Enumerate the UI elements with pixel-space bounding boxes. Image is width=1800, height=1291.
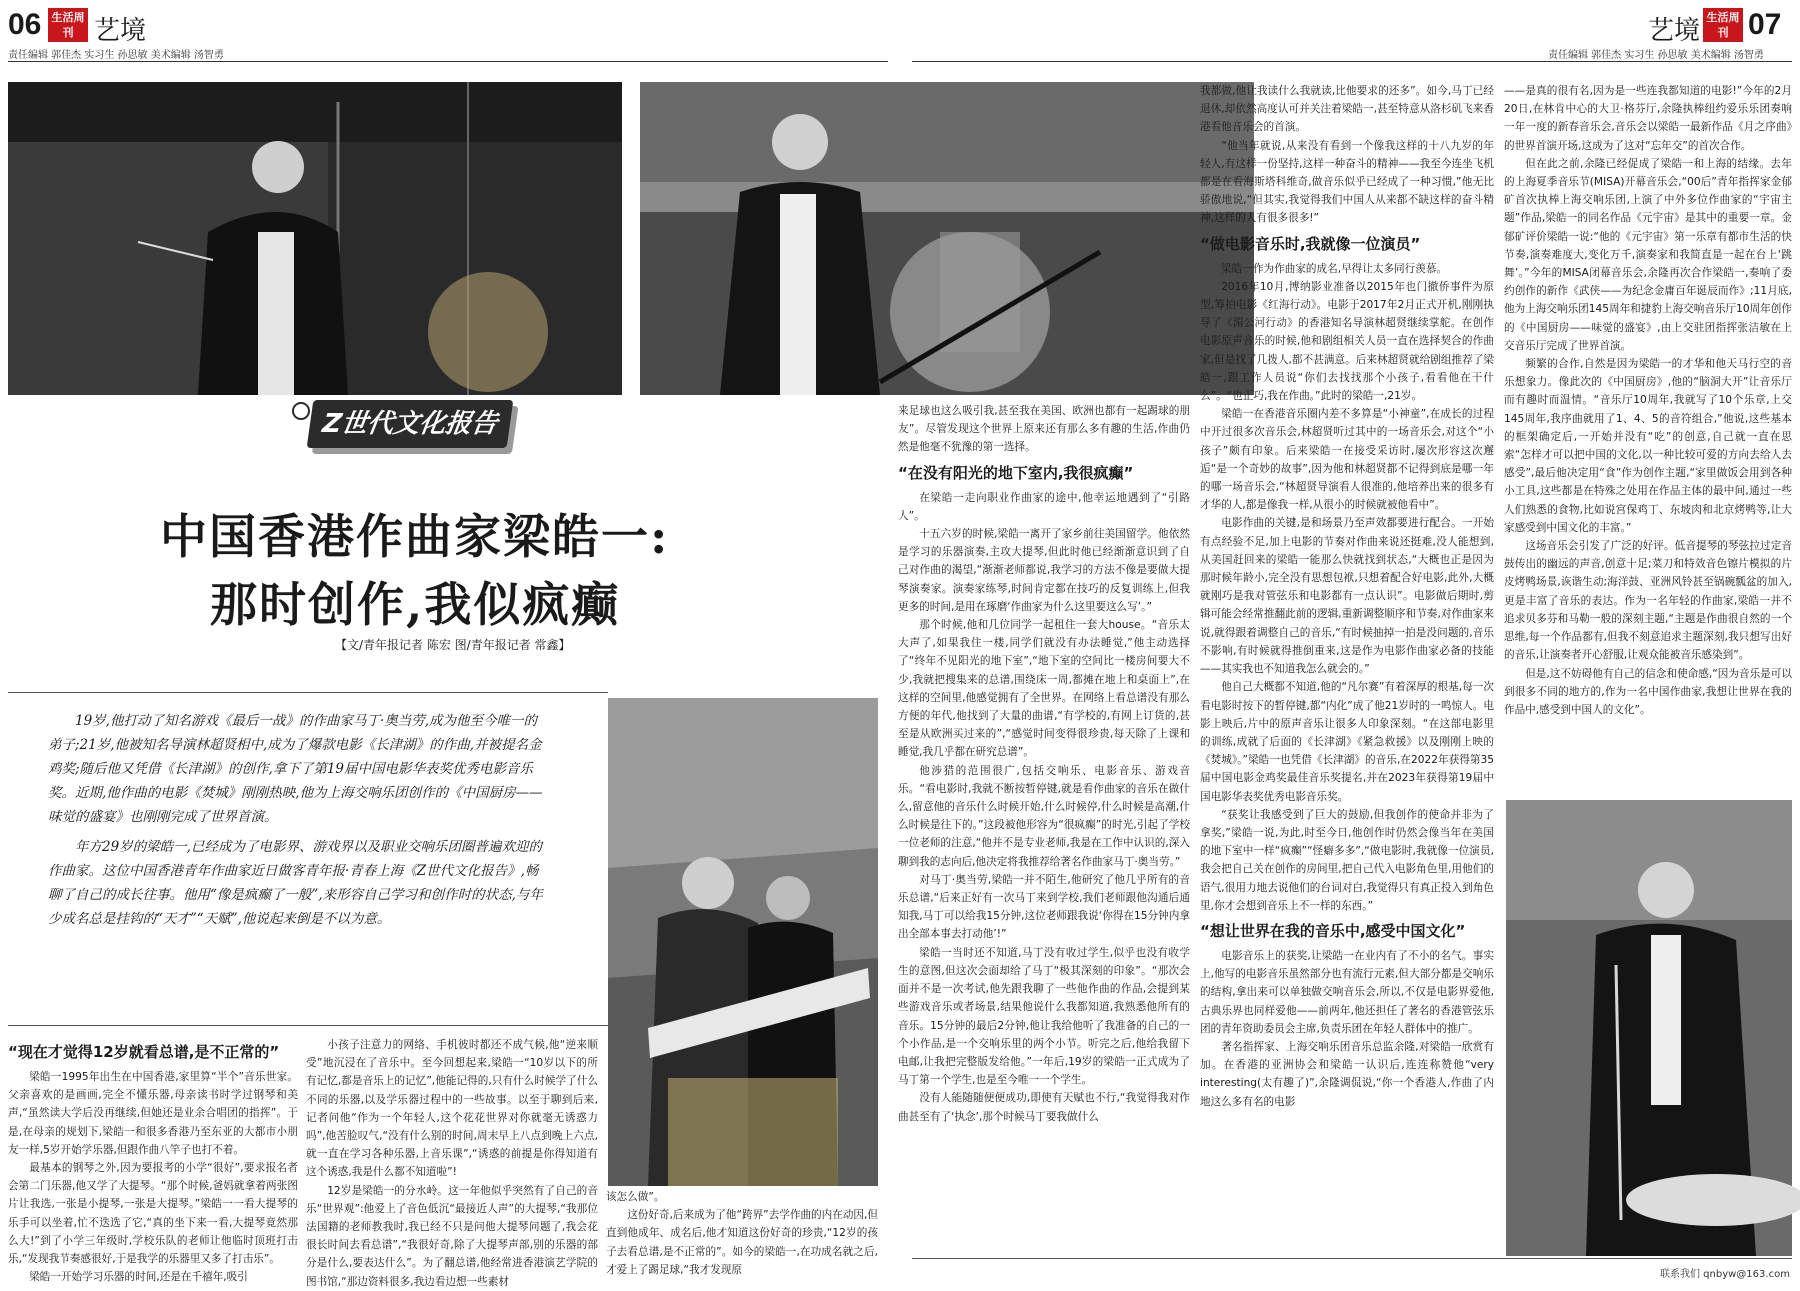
intro-paragraph: 19岁,他打动了知名游戏《最后一战》的作曲家马丁·奥当劳,成为他至今唯一的弟子;21岁,他被知名导演林超贤相中,成为了爆款电影《长津湖》的作曲,并被提名金鸡奖;随后他又凭借《长津湖》的创作,拿下了第19届中国电影华表奖优秀电影音乐奖。近期,他作曲的电影《焚城》刚刚热映,他为上海交响乐团创作的《中国厨房——味觉的盛宴》也刚刚完成了世界首演。 — [48, 713, 543, 825]
paragraph: 2016年10月,博纳影业准备以2015年也门撤侨事件为原型,筹拍电影《红海行动》。电影于2017年2月正式开机,刚刚执导了《湄公河行动》的香港知名导演林超贤继续掌舵。在创作电影原声音乐的时候,他和剧组相关人员一直在选择契合的作曲家,但是找了几拨人,都不甚满意。后来林超贤就给剧组推荐了梁皓一,跟工作人员说“你们去找找那个小孩子,看看他在干什么”。“也正巧,我在作曲。”此时的梁皓一,21岁。 — [1200, 280, 1494, 403]
photo-percussion-instrument — [640, 82, 1254, 395]
paragraph: 那个时候,他和几位同学一起租住一套大house。“音乐太大声了,如果我住一楼,同学们就没有办法睡觉,”他主动选择了“终年不见阳光的地下室”,“地下室的空间比一楼房间要大不少,我就把搜集来的总谱,围绕床一周,都摊在地上和桌面上”,在这样的空间里,他感觉拥有了全世界。在网络上看总谱没有那么方便的年代,他找到了大量的曲谱,“有学校的,有网上订货的,甚至是从欧洲买过来的”,“感觉时间变得很珍贵,每天除了上课和睡觉,我几乎都在研究总谱”。 — [898, 619, 1190, 759]
paragraph: 小孩子注意力的网络、手机彼时都还不成气候,他“逆来顺受”地沉浸在了音乐中。至今回想起来,梁皓一“10岁以下的所有记忆,都是音乐上的记忆”,他能记得的,只有什么时候学了什么不同的乐器,以及学乐器过程中的一些故事。以至于聊到后来,记者问他“作为一个年轻人,这个花花世界对你就毫无诱惑力吗”,他苦脸叹气,“没有什么别的时间,周末早上八点到晚上六点,就一直在学习各种乐器,上音乐课”,“诱惑的前提是你得知道有这个诱惑,我是什么都不知道啦”! — [306, 1039, 598, 1179]
paragraph: 梁皓一开始学习乐器的时间,还是在千禧年,吸引 — [29, 1271, 248, 1284]
subheading-1: “现在才觉得12岁就看总谱,是不正常的” — [8, 1043, 280, 1061]
paragraph: 十五六岁的时候,梁皓一离开了家乡前往美国留学。他依然是学习的乐器演奏,主攻大提琴,但此时他已经渐渐意识到了自己对作曲的渴望,“渐渐老师都说,我学习的方法不像是要做大提琴演奏家。演奏家练琴,时间肯定都在技巧的反复训练上,但我更多的时间,是用在琢磨‘作曲家为什么这里要这么写’。” — [898, 528, 1190, 613]
editor-credit-left: 责任编辑 郭佳杰 实习生 孙思敏 美术编辑 汤智勇 — [8, 50, 224, 61]
byline: 【文/青年报记者 陈宏 图/青年报记者 常鑫】 — [335, 638, 571, 652]
paragraph: 对马丁·奥当劳,梁皓一并不陌生,他研究了他几乎所有的音乐总谱,“后来正好有一次马丁来到学校,我们老师跟他沟通后通知我,马丁可以给我15分钟,这位老师跟我说‘你得在15分钟内拿出全部本事去打动他’!” — [898, 873, 1190, 941]
subheading-3: “做电影音乐时,我就像一位演员” — [1200, 234, 1421, 253]
headline-line-1: 中国香港作曲家梁皓一: — [160, 510, 670, 565]
paragraph: 电影音乐上的获奖,让梁皓一在业内有了不小的名气。事实上,他写的电影音乐虽然部分也有流行元素,但大部分都是交响乐的结构,拿出来可以单独做交响音乐会,所以,不仅是电影界爱他,古典乐界也同样爱他——前两年,他还担任了著名的香港管弦乐团的青年资助委员会主席,负责乐团在年轻人群体中的推广。 — [1200, 949, 1494, 1035]
paragraph: 电影作曲的关键,是和场景乃至声效都要进行配合。一开始有点经验不足,加上电影的节奏对作曲来说还挺难,没人能想到,从美国赶回来的梁皓一能那么快就找到状态,“大概也正是因为那时候年龄小,完全没有思想包袱,只想着配合好电影,此外,大概就刚巧是我对管弦乐和电影都有一点认识”。电影做后期时,剪辑可能会经常推翻此前的逻辑,重新调整顺序和节奏,对作曲家来说,就得跟着调整自己的音乐,“有时候抽掉一拍是没问题的,音乐不影响,有时候就得推倒重来,这是作为电影作曲家必备的技能——其实我也不知道我怎么就会的。” — [1200, 517, 1494, 676]
header-rule-right — [912, 61, 1792, 62]
section-title-left: 艺境 — [94, 16, 147, 46]
article-column-4 — [898, 402, 1190, 1256]
header-rule-left — [8, 61, 888, 62]
paragraph: 梁皓一1995年出生在中国香港,家里算“半个”音乐世家。父亲喜欢的是画画,完全不懂乐器,母亲读书时学过钢琴和美声,“虽然读大学后没再继续,但她还是业余合唱团的指挥”。于是,在母亲的规划下,梁皓一和很多香港乃至东亚的大都市小朋友一样,5岁开始学乐器,但跟作曲八竿子也打不着。 — [8, 1071, 298, 1156]
article-column-3 — [606, 1188, 878, 1276]
photo-bowed-cymbal — [1506, 800, 1792, 1256]
page-number-right: 07 — [1748, 8, 1782, 41]
paragraph: 著名指挥家、上海交响乐团音乐总监余隆,对梁皓一欣赏有加。在香港的亚洲协会和梁皓一认识后,连连称赞他“very interesting(太有趣了)”,余隆调侃说,“你一个香港人,作曲了内地这么多有名的电影 — [1200, 1040, 1494, 1108]
paragraph: 但在此之前,余隆已经促成了梁皓一和上海的结缘。去年的上海夏季音乐节(MISA)开幕音乐会,“00后”青年指挥家金郁矿首次执棒上海交响乐团,上演了中外多位作曲家的“宇宙主题”作品,梁皓一的同名作品《元宇宙》是其中的重要一章。金郁矿评价梁皓一说:“他的《元宇宙》第一乐章有都市生活的快节奏,演奏难度大,变化万千,演奏家和我简直是一起在台上‘跳舞’。”今年的MISA闭幕音乐会,余隆再次合作梁皓一,奏响了委约创作的新作《武侠——为纪念金庸百年诞辰而作》;11月底,他为上海交响乐团145周年和捷豹上海交响音乐厅10周年创作的《中国厨房——味觉的盛宴》,由上交驻团指挥张洁敏在上交音乐厅完成了世界首演。 — [1504, 157, 1792, 352]
headline-line-2: 那时创作,我似疯癫 — [210, 578, 621, 633]
paragraph: 该怎么做”。 — [606, 1191, 665, 1203]
article-column-5 — [1200, 82, 1494, 1256]
paragraph: 他涉猎的范围很广,包括交响乐、电影音乐、游戏音乐。“看电影时,我就不断按暂停键,就是看作曲家的音乐在做什么,留意他的音乐什么时候开始,什么时候停,什么时候是高潮,什么时候是往下的。”这段被他形容为“很疯癫”的时光,引起了学校一位老师的注意,“他并不是专业老师,我是在工作中认识的,深入聊到我的志向后,他决定将我推荐给著名作曲家马丁·奥当劳。” — [898, 764, 1190, 868]
paragraph: 最基本的钢琴之外,因为要报考的小学“很好”,要求报名者会第二门乐器,他又学了大提琴。“那个时候,爸妈就拿着两张图片让我选,一张是小提琴,一张是大提琴。”梁皓一一看大提琴的乐手可以坐着,忙不迭选了它,“真的坐下来一看,大提琴竟然那么大!”到了小学三年级时,学校乐队的老师让他临时顶班打击乐,“发现我节奏感很好,于是我学的乐器里又多了打击乐”。 — [8, 1162, 298, 1266]
paragraph: 没有人能随随便便成功,即使有天赋也不行,“我觉得我对作曲甚至有了‘执念’,那个时候马丁要我做什么 — [898, 1092, 1190, 1123]
paragraph: 这份好奇,后来成为了他“跨界”去学作曲的内在动因,但直到他成年、成名后,他才知道这份好奇的珍贵,“12岁的孩子去看总谱,是不正常的”。如今的梁皓一,在功成名就之后,才爱上了踢足球,“我才发现原 — [606, 1209, 878, 1276]
article-column-2 — [306, 1036, 598, 1288]
paragraph: ——是真的很有名,因为是一些连我都知道的电影!”今年的2月20日,在林肯中心的大卫·格芬厅,余隆执棒纽约爱乐乐团奏响一年一度的新春音乐会,音乐会以梁皓一最新作品《月之序曲》的世界首演开场,这成为了这对“忘年交”的首次合作。 — [1504, 85, 1792, 152]
subheading-2: “在没有阳光的地下室内,我很疯癫” — [898, 463, 1134, 482]
paragraph: 但是,这不妨碍他有自己的信念和使命感,“因为音乐是可以到很多不同的地方的,作为一名中国作曲家,我想让世界在我的作品中,感受到中国人的文化”。 — [1504, 667, 1792, 716]
badge-decoration-icon — [292, 402, 310, 420]
footer-contact: 联系我们 qnbyw@163.com — [1660, 1269, 1790, 1280]
subheading-4: “想让世界在我的音乐中,感受中国文化” — [1200, 921, 1466, 940]
masthead-logo-left: 生活周刊 — [48, 8, 88, 42]
article-column-6 — [1504, 82, 1792, 792]
column-badge: Z世代文化报告 — [307, 400, 514, 448]
paragraph: 我都做,他让我读什么我就读,比他要求的还多”。如今,马丁已经退休,却依然高度认可并关注着梁皓一,甚至特意从洛杉矶飞来香港看他音乐会的首演。 — [1200, 85, 1494, 134]
footer-rule — [912, 1258, 1792, 1259]
paragraph: “他当年就说,从来没有看到一个像我这样的十八九岁的年轻人,有这样一份坚持,这样一种奋斗的精神——我至今连坐飞机都是在看海斯塔科维奇,做音乐似乎已经成了一种习惯,”他无比骄傲地说,“但其实,我觉得我们中国人从来都不缺这样的奋斗精神,这样的人有很多很多!” — [1200, 139, 1494, 225]
intro-summary — [8, 692, 608, 1026]
section-title-right: 艺境 — [1648, 16, 1701, 46]
paragraph: 梁皓一在香港音乐圈内差不多算是“小神童”,在成长的过程中开过很多次音乐会,林超贤听过其中的一场音乐会,对这个“小孩子”颇有印象。后来梁皓一在接受采访时,屡次形容这次邂逅“是一个奇妙的故事”,因为他和林超贤都不记得到底是哪一年的哪一场音乐会,“林超贤导演看人很准的,他培养出来的很多有才华的人,都是像我一样,从很小的时候就被他看中”。 — [1200, 408, 1494, 512]
paragraph: 来足球也这么吸引我,甚至我在美国、欧洲也都有一起踢球的朋友”。尽管发现这个世界上原来还有那么多有趣的生活,作曲仍然是他毫不犹豫的第一选择。 — [898, 405, 1190, 454]
editor-credit-right: 责任编辑 郭佳杰 实习生 孙思敏 美术编辑 汤智勇 — [1548, 50, 1764, 61]
photo-conductor-recording — [8, 82, 622, 395]
masthead-logo-right: 生活周刊 — [1703, 8, 1743, 42]
paragraph: 梁皓一作为作曲家的成名,早得让太多同行羡慕。 — [1221, 262, 1448, 275]
photo-score-review — [608, 698, 878, 1186]
intro-paragraph: 年方29岁的梁皓一,已经成为了电影界、游戏界以及职业交响乐团圈普遍欢迎的作曲家。这位中国香港青年作曲家近日做客青年报·青春上海《Z世代文化报告》,畅聊了自己的成长往事。他用“像是疯癫了一般”,来形容自己学习和创作时的状态,与年少成名总是挂钩的“天才”“天赋”,他说起来倒是不以为意。 — [48, 839, 543, 927]
paragraph: 12岁是梁皓一的分水岭。这一年他似乎突然有了自己的音乐“世界观”:他爱上了音色低沉“最接近人声”的大提琴,“我那位法国籍的老师教我时,我已经不只是问他大提琴问题了,我会花很长时间去看总谱”,“我很好奇,除了大提琴声部,别的乐器的部分是什么,要表达什么”。为了翻总谱,他经常进香港演艺学院的图书馆,“那边资料很多,我边看边想一些素材 — [306, 1184, 598, 1288]
article-column-1 — [8, 1036, 298, 1284]
paragraph: 在梁皓一走向职业作曲家的途中,他幸运地遇到了“引路人”。 — [898, 491, 1190, 522]
paragraph: 频繁的合作,自然是因为梁皓一的才华和他天马行空的音乐想象力。像此次的《中国厨房》,他的“脑洞大开”让音乐厅而有趣时而温情。“音乐厅10周年,我就写了10个乐章,上交145周年,我序曲就用了1、4、5的音符组合,”他说,这些基本的框架确定后,一开始并没有“吃”的创意,自己就一直在思索“怎样才可以把中国的文化,以一种比较可爱的方向去给人去感受”,最后他决定用“食”作为创作主题,“家里做饭会用到各种小工具,这些都是在特殊之处用在作品主体的最中间,通过一些人们熟悉的食物,比如说宫保鸡丁、东坡肉和北京烤鸭等,让大家感受到中国文化的丰富。” — [1504, 358, 1792, 534]
paragraph: 他自己大概都不知道,他的“凡尔赛”有着深厚的根基,每一次看电影时按下的暂停键,都“内化”成了他21岁时的一鸣惊人。电影上映后,片中的原声音乐让很多人印象深刻。“在这部电影里的训练,成就了后面的《长津湖》《紧急救援》以及刚刚上映的《焚城》。”梁皓一也凭借《长津湖》的音乐,在2022年获得第35届中国电影金鸡奖最佳音乐奖提名,并在2023年获得第19届中国电影华表奖优秀电影音乐奖。 — [1200, 681, 1494, 803]
paragraph: 梁皓一当时还不知道,马丁没有收过学生,似乎也没有收学生的意图,但这次会面却给了马丁“极其深刻的印象”。“那次会面并不是一次考试,他先跟我聊了一些他作曲的作品,会提到某些游戏音乐或者场景,结果他说什么我都知道,我熟悉他所有的音乐。15分钟的最后2分钟,他让我给他听了我准备的自己的一个小作品,是一个交响乐里的两个小节。听完之后,他给我留下电邮,让我把完整版发给他。”一年后,19岁的梁皓一正式成为了马丁第一个学生,也是至今唯一一个学生。 — [898, 946, 1190, 1087]
paragraph: 这场音乐会引发了广泛的好评。低音提琴的琴弦拉过定音鼓传出的幽远的声音,创意十足;菜刀和特效音色镲片模拟的片皮烤鸭场景,诙谐生动;海洋鼓、亚洲风铃甚至锅碗瓢盆的加入,更是丰富了音乐的表达。作为一名年轻的作曲家,梁皓一并不追求贝多芬和马勒一般的深刻主题,“主题是作曲很自然的一个思维,每一个作品都有,但我不刻意追求主题深刻,我只想写出好的音乐,让演奏者开心舒服,让观众能被音乐感染到”。 — [1504, 540, 1792, 662]
page-number-left: 06 — [8, 8, 42, 41]
paragraph: “获奖让我感受到了巨大的鼓励,但我创作的使命并非为了拿奖,”梁皓一说,为此,时至今日,他创作时仍然会像当年在美国的地下室中一样“疯癫”“怪癖多多”,“做电影时,我就像一位演员,我会把自己关在创作的房间里,把自己代入电影角色里,用他们的语气,很用力地去说他们的台词对白,我觉得只有真正投入到角色里,你才会想到音乐上不一样的东西。” — [1200, 808, 1494, 912]
